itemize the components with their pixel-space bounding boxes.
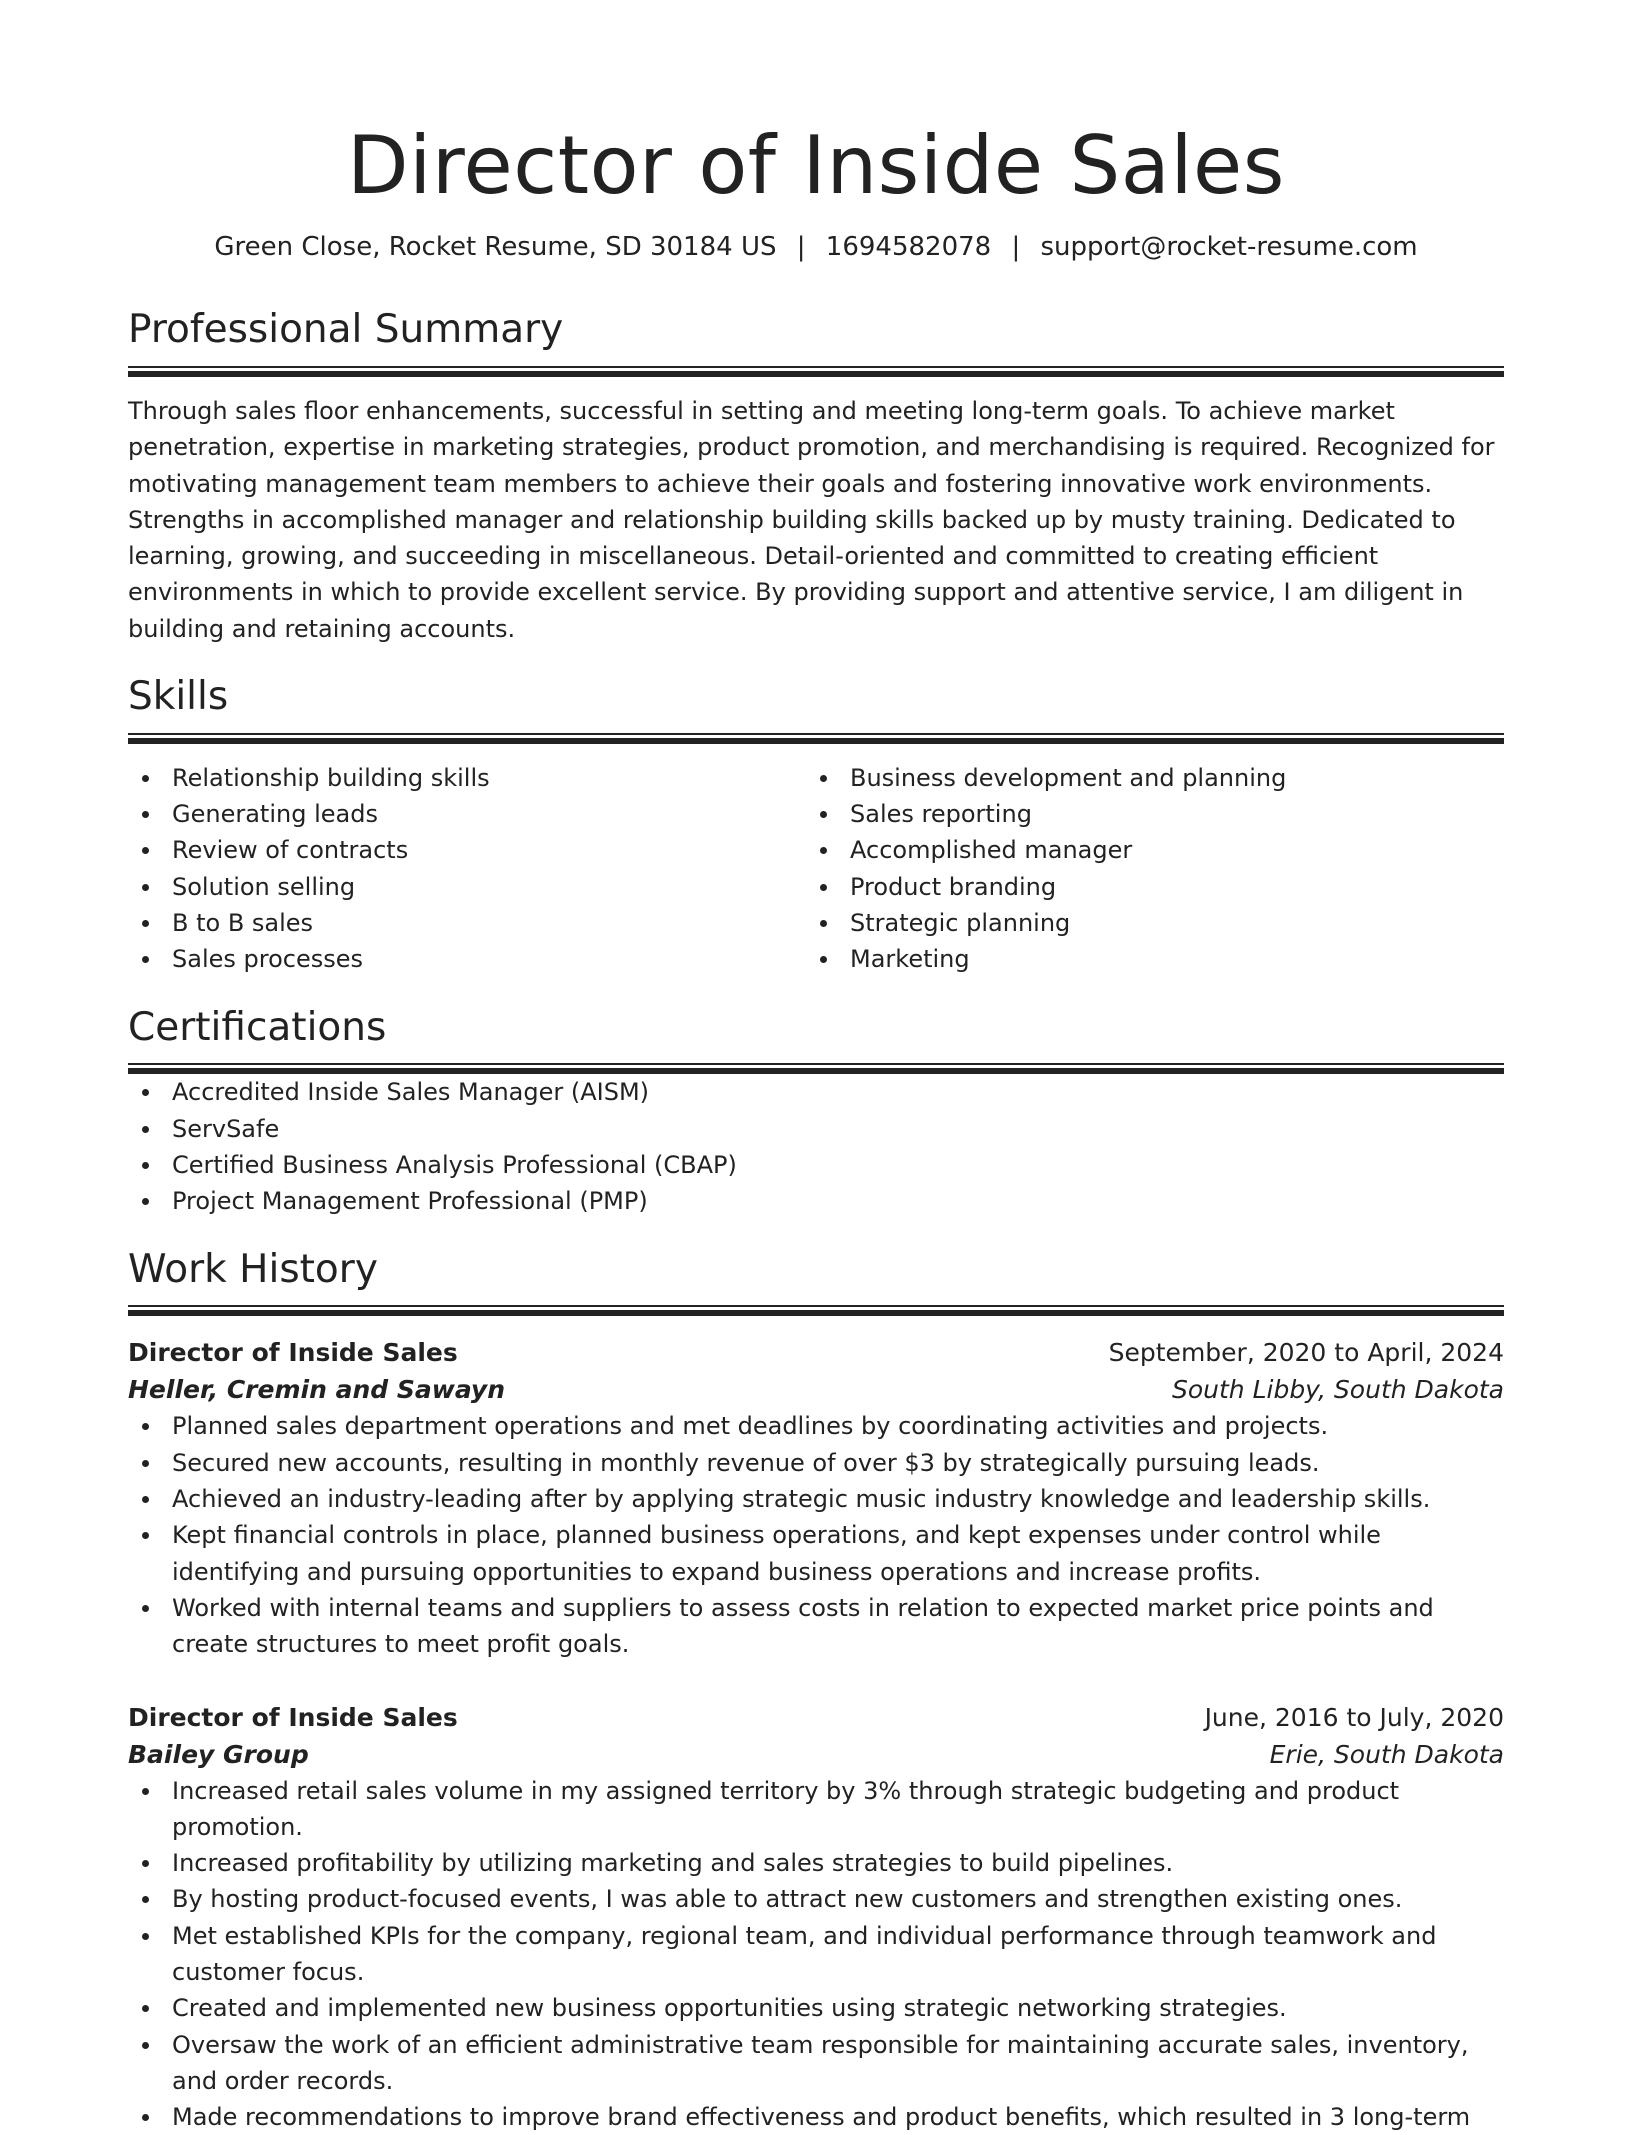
certification-item: Accredited Inside Sales Manager (AISM) bbox=[128, 1074, 1504, 1110]
skill-item: Strategic planning bbox=[806, 905, 1484, 941]
contact-line bbox=[128, 232, 1504, 263]
certification-item: Certified Business Analysis Professional (CBAP) bbox=[128, 1147, 1504, 1183]
contact-email: support@rocket-resume.com bbox=[1041, 232, 1418, 262]
skill-item: Review of contracts bbox=[128, 832, 806, 868]
job-bullet: Secured new accounts, resulting in monthly revenue of over $3 by strategically pursuing leads. bbox=[128, 1445, 1504, 1481]
job-bullet: Achieved an industry-leading after by applying strategic music industry knowledge and leadership skills. bbox=[128, 1481, 1504, 1517]
job-header-row bbox=[128, 1334, 1504, 1371]
certification-item: ServSafe bbox=[128, 1111, 1504, 1147]
skill-item: Product branding bbox=[806, 869, 1484, 905]
contact-address: Green Close, Rocket Resume, SD 30184 US bbox=[214, 232, 776, 262]
job-bullets bbox=[128, 1408, 1504, 1662]
section-title-summary: Professional Summary bbox=[128, 307, 1504, 354]
contact-separator: | bbox=[785, 232, 818, 262]
job-dates: June, 2016 to July, 2020 bbox=[1205, 1699, 1504, 1736]
skills-list-right bbox=[806, 760, 1484, 978]
resume-page bbox=[128, 0, 1504, 2135]
section-title-skills: Skills bbox=[128, 674, 1504, 721]
summary-section bbox=[128, 307, 1504, 647]
job-title: Director of Inside Sales bbox=[128, 1334, 458, 1371]
job-header-row bbox=[128, 1699, 1504, 1736]
skill-item: Sales processes bbox=[128, 941, 806, 977]
job-dates: September, 2020 to April, 2024 bbox=[1109, 1334, 1504, 1371]
skill-item: Solution selling bbox=[128, 869, 806, 905]
job-title: Director of Inside Sales bbox=[128, 1699, 458, 1736]
job-bullet: Kept financial controls in place, planned business operations, and kept expenses under control while identifying and pursuing opportunities to expand business operations and increase profits. bbox=[128, 1517, 1504, 1590]
section-title-certifications: Certifications bbox=[128, 1005, 1504, 1052]
skill-item: Accomplished manager bbox=[806, 832, 1484, 868]
job-company: Bailey Group bbox=[128, 1736, 309, 1773]
section-divider bbox=[128, 1063, 1504, 1074]
job-bullet: Made recommendations to improve brand effectiveness and product benefits, which resulted in 3 long-term bbox=[128, 2099, 1504, 2135]
job-bullet: Increased profitability by utilizing marketing and sales strategies to build pipelines. bbox=[128, 1845, 1504, 1881]
certification-item: Project Management Professional (PMP) bbox=[128, 1183, 1504, 1219]
skills-section bbox=[128, 674, 1504, 978]
section-divider bbox=[128, 366, 1504, 377]
job-entry bbox=[128, 1334, 1504, 1662]
skill-item: Business development and planning bbox=[806, 760, 1484, 796]
certifications-list bbox=[128, 1074, 1504, 1219]
job-entry bbox=[128, 1699, 1504, 2135]
skill-item: Relationship building skills bbox=[128, 760, 806, 796]
skill-item: Sales reporting bbox=[806, 796, 1484, 832]
certifications-section bbox=[128, 1005, 1504, 1220]
job-subheader-row bbox=[128, 1736, 1504, 1773]
job-bullets bbox=[128, 1773, 1504, 2135]
job-bullet: By hosting product-focused events, I was able to attract new customers and strengthen existing ones. bbox=[128, 1881, 1504, 1917]
job-subheader-row bbox=[128, 1371, 1504, 1408]
skills-list-left bbox=[128, 760, 806, 978]
job-bullet: Planned sales department operations and met deadlines by coordinating activities and projects. bbox=[128, 1408, 1504, 1444]
summary-text: Through sales floor enhancements, successful in setting and meeting long-term goals. To achieve market penetration, expertise in marketing strategies, product promotion, and merchandising is required. Recognized for motivating management team members to achieve their goals and fostering innovative work environments. Strengths in accomplished manager and relationship building skills backed up by musty training. Dedicated to learning, growing, and succeeding in miscellaneous. Detail-oriented and committed to creating efficient environments in which to provide excellent service. By providing support and attentive service, I am diligent in building and retaining accounts. bbox=[128, 393, 1504, 647]
job-location: Erie, South Dakota bbox=[1270, 1736, 1504, 1773]
skill-item: Marketing bbox=[806, 941, 1484, 977]
skill-item: Generating leads bbox=[128, 796, 806, 832]
job-bullet: Met established KPIs for the company, regional team, and individual performance through teamwork and customer focus. bbox=[128, 1918, 1504, 1991]
skill-item: B to B sales bbox=[128, 905, 806, 941]
section-title-work-history: Work History bbox=[128, 1247, 1504, 1294]
work-history-section bbox=[128, 1247, 1504, 2135]
section-divider bbox=[128, 733, 1504, 744]
job-bullet: Increased retail sales volume in my assigned territory by 3% through strategic budgeting and product promotion. bbox=[128, 1773, 1504, 1846]
job-company: Heller, Cremin and Sawayn bbox=[128, 1371, 505, 1408]
contact-separator: | bbox=[999, 232, 1032, 262]
job-bullet: Created and implemented new business opportunities using strategic networking strategies. bbox=[128, 1990, 1504, 2026]
section-divider bbox=[128, 1305, 1504, 1316]
job-bullet: Oversaw the work of an efficient administrative team responsible for maintaining accurate sales, inventory, and order records. bbox=[128, 2027, 1504, 2100]
contact-phone: 1694582078 bbox=[826, 232, 991, 262]
job-bullet: Worked with internal teams and suppliers to assess costs in relation to expected market price points and create structures to meet profit goals. bbox=[128, 1590, 1504, 1663]
skills-grid bbox=[128, 760, 1504, 978]
resume-name: Director of Inside Sales bbox=[128, 0, 1504, 206]
job-location: South Libby, South Dakota bbox=[1172, 1371, 1504, 1408]
